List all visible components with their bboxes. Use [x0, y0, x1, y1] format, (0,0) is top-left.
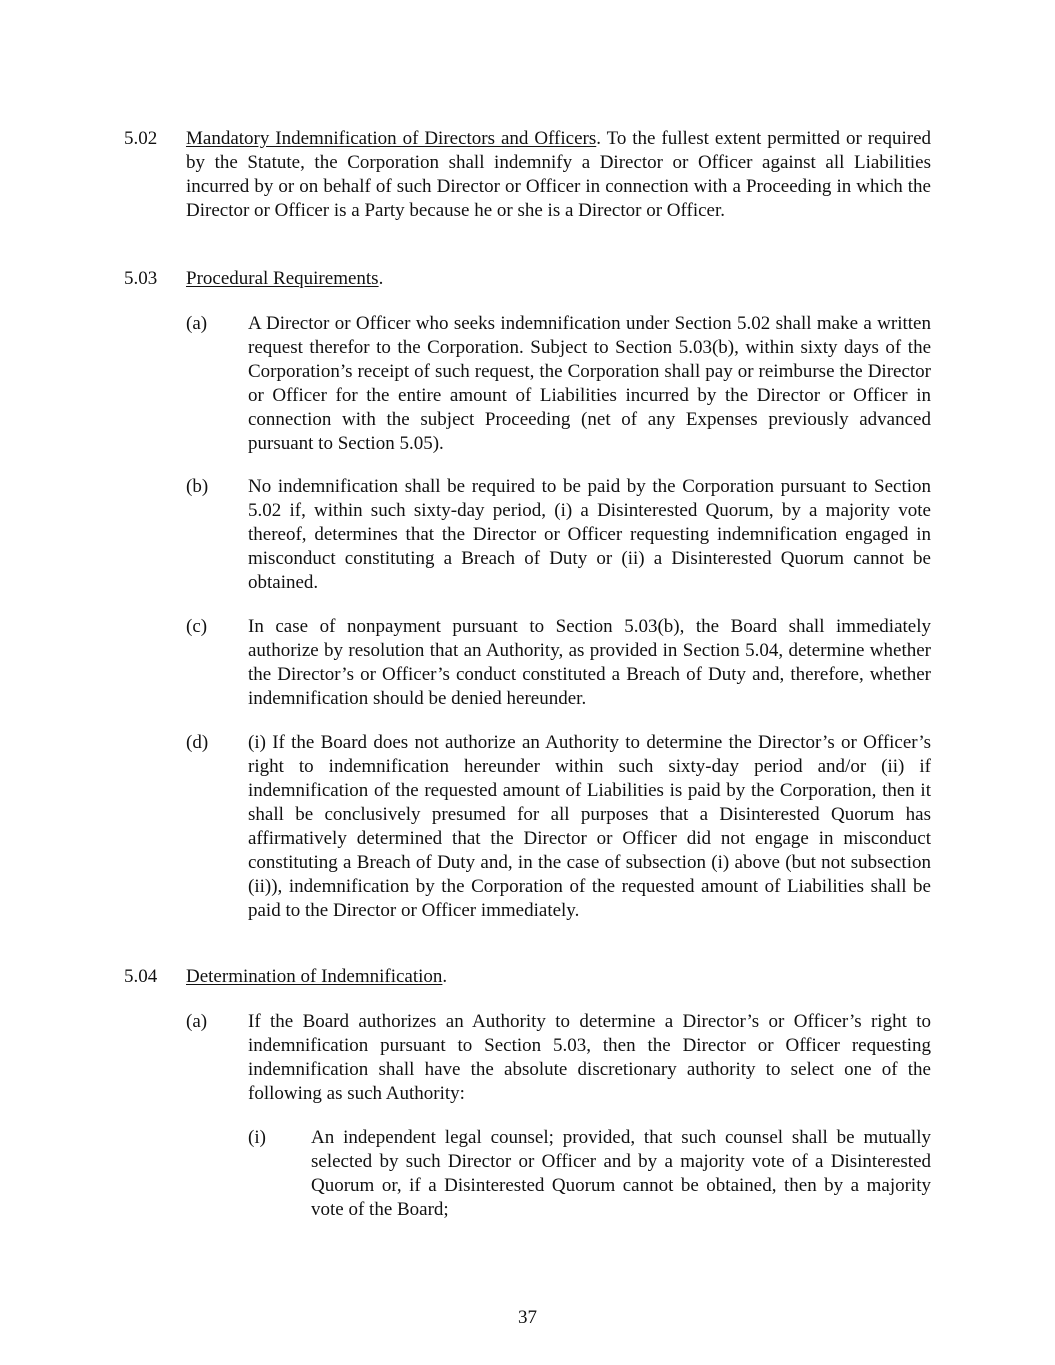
- item-label: (a): [186, 1011, 208, 1032]
- section-5-02-paragraph: [186, 127, 931, 223]
- section-5-02-heading: Mandatory Indemnification of Directors and Officers: [186, 128, 597, 149]
- section-5-04-a-text: If the Board authorizes an Authority to determine a Director’s or Officer’s right to indemnification pursuant to Section 5.03, then the Director or Officer requesting indemnification shall have the absolute discretionary authority to select one of the following as such Authority:: [248, 1011, 931, 1104]
- section-5-03-c-text: In case of nonpayment pursuant to Section 5.03(b), the Board shall immediately authorize by resolution that an Authority, as provided in Section 5.04, determine whether the Director’s or Officer’s conduct constituted a Breach of Duty and, therefore, whether indemnification should be denied hereunder.: [248, 616, 931, 709]
- section-5-03-heading-line: [186, 267, 931, 291]
- section-number-5-04: 5.04: [124, 966, 158, 987]
- section-5-03-a-text: A Director or Officer who seeks indemnification under Section 5.02 shall make a written request therefor to the Corporation. Subject to Section 5.03(b), within sixty days of the Corporation’s receipt of such request, the Corporation shall pay or reimburse the Director or Officer for the entire amount of Liabilities incurred by the Director or Officer in connection with the subject Proceeding (net of any Expenses previously advanced pursuant to Section 5.05).: [248, 313, 931, 454]
- section-5-03-d-text: (i) If the Board does not authorize an Authority to determine the Director’s or Officer’s right to indemnification hereunder within such sixty-day period and/or (ii) if indemnification of the requested amount of Liabilities is paid by the Corporation, then it shall be conclusively presumed for all purposes that a Disinterested Quorum has affirmatively determined that the Director or Officer did not engage in misconduct constituting a Breach of Duty and, in the case of subsection (i) above (but not subsection (ii)), indemnification by the Corporation of the requested amount of Liabilities shall be paid to the Director or Officer immediately.: [248, 732, 931, 921]
- subitem-label: (i): [248, 1127, 266, 1148]
- item-label: (b): [186, 476, 209, 497]
- section-number-5-03: 5.03: [124, 268, 158, 289]
- item-label: (c): [186, 616, 208, 637]
- section-5-04-heading-line: [186, 965, 931, 989]
- section-5-04-a-i-text: An independent legal counsel; provided, that such counsel shall be mutually selected by such Director or Officer and by a majority vote of a Disinterested Quorum or, if a Disinterested Quorum cannot be obtained, then by a majority vote of the Board;: [311, 1127, 931, 1220]
- section-5-03-heading: Procedural Requirements: [186, 268, 379, 289]
- item-label: (a): [186, 313, 208, 334]
- section-5-03-heading-period: .: [378, 268, 384, 289]
- section-5-02-body: . To the fullest extent permitted or required by the Statute, the Corporation shall indemnify a Director or Officer against all Liabilities incurred by or on behalf of such Director or Officer in connection with a Proceeding in which the Director or Officer is a Party because he or she is a Director or Officer.: [186, 128, 931, 221]
- section-5-04-heading-period: .: [442, 966, 448, 987]
- section-5-04-heading: Determination of Indemnification: [186, 966, 443, 987]
- section-number-5-02: 5.02: [124, 128, 158, 149]
- page-number: 37: [518, 1307, 537, 1328]
- item-label: (d): [186, 732, 209, 753]
- section-5-03-b-text: No indemnification shall be required to be paid by the Corporation pursuant to Section 5.02 if, within such sixty-day period, (i) a Disinterested Quorum, by a majority vote thereof, determines that the Director or Officer requesting indemnification engaged in misconduct constituting a Breach of Duty or (ii) a Disinterested Quorum cannot be obtained.: [248, 476, 931, 593]
